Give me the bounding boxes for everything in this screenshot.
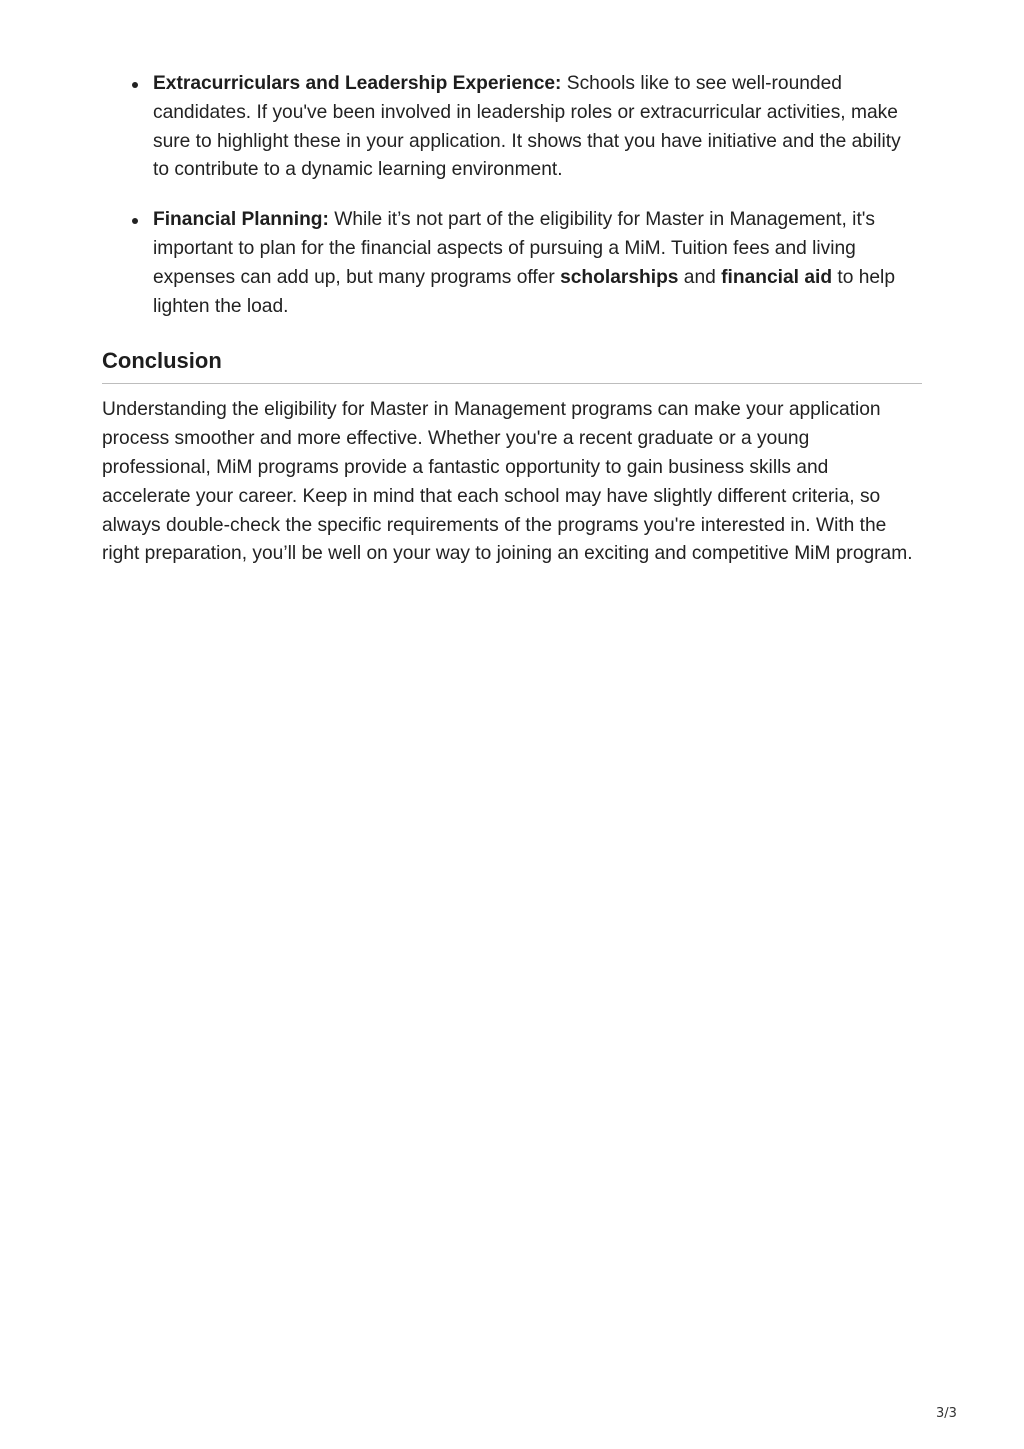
list-item [153,70,922,185]
section-heading-conclusion: Conclusion [102,348,922,384]
bullet-icon [132,82,138,88]
list-item-text: and [678,266,722,288]
bullet-list [102,70,922,321]
list-item-text: While it’s not part of the eligibility for Master in Management, it's important to plan for the financial aspects of pursuing a MiM. Tuition fees and living expenses can add up, but many programs offer [153,209,876,288]
list-item-label: Financial Planning: [153,209,329,231]
conclusion-paragraph: Understanding the eligibility for Master in Management programs can make your application process smoother and more effective. Whether you're a recent graduate or a young professional, MiM programs provide a fantastic opportunity to gain business skills and accelerate your career. Keep in mind that each school may have slightly different criteria, so always double-check the specific requirements of the programs you're interested in. With the right preparation, you’ll be well on your way to joining an exciting and competitive MiM program. [102,399,913,565]
emphasis-financial-aid: financial aid [721,266,833,288]
list-item-text: to help lighten the load. [153,266,895,317]
emphasis-scholarships: scholarships [560,266,679,288]
list-item-text: Schools like to see well-rounded candidates. If you've been involved in leadership roles or extracurricular activities, make sure to highlight these in your application. It shows that you have initiative and the ability to contribute to a dynamic learning environment. [153,73,901,181]
document-page [102,70,922,569]
list-item [153,206,922,321]
bullet-icon [132,218,138,224]
page-number: 3/3 [936,1406,957,1421]
list-item-label: Extracurriculars and Leadership Experience: [153,73,562,94]
